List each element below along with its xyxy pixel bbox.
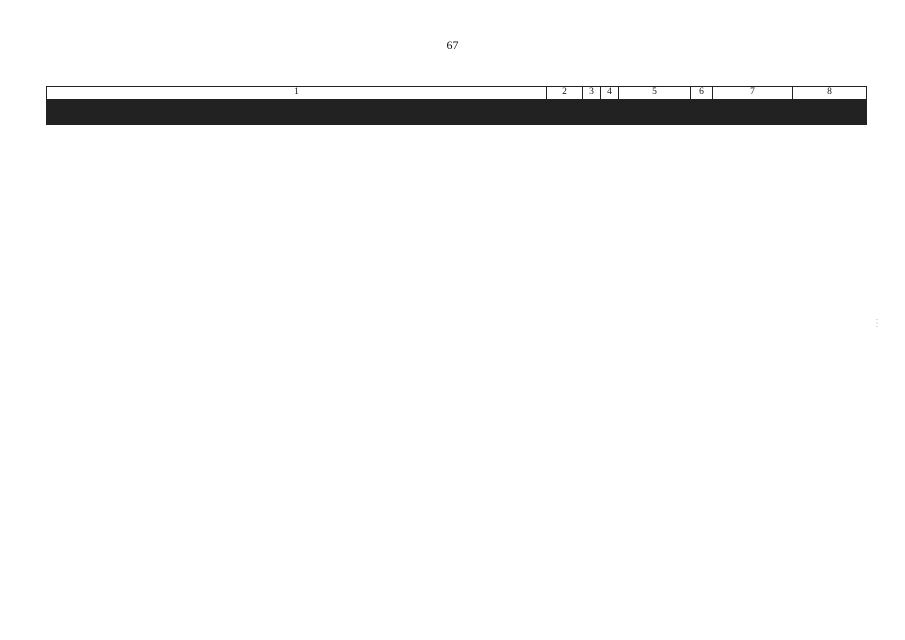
- column-header: 5: [619, 87, 691, 100]
- column-header: 1: [47, 87, 547, 100]
- column-header: 8: [793, 87, 867, 100]
- table-row: [47, 123, 867, 124]
- subsection-cell: [601, 123, 619, 124]
- page-number: 67: [446, 38, 459, 52]
- code-cell: [547, 123, 583, 124]
- column-header: 6: [691, 87, 713, 100]
- column-header: 4: [601, 87, 619, 100]
- column-header: 7: [713, 87, 793, 100]
- amount-cell: [713, 123, 793, 124]
- table-header-row: [47, 87, 867, 100]
- amount-cell: [793, 123, 867, 124]
- row-name-cell: [47, 123, 547, 124]
- column-header: 3: [583, 87, 601, 100]
- section-cell: [583, 123, 601, 124]
- budget-table: [46, 86, 867, 125]
- table-body: [47, 99, 867, 124]
- expense-type-cell: [691, 123, 713, 124]
- column-header: 2: [547, 87, 583, 100]
- scan-artifact: ⋮: [872, 318, 882, 329]
- target-article-cell: [619, 123, 691, 124]
